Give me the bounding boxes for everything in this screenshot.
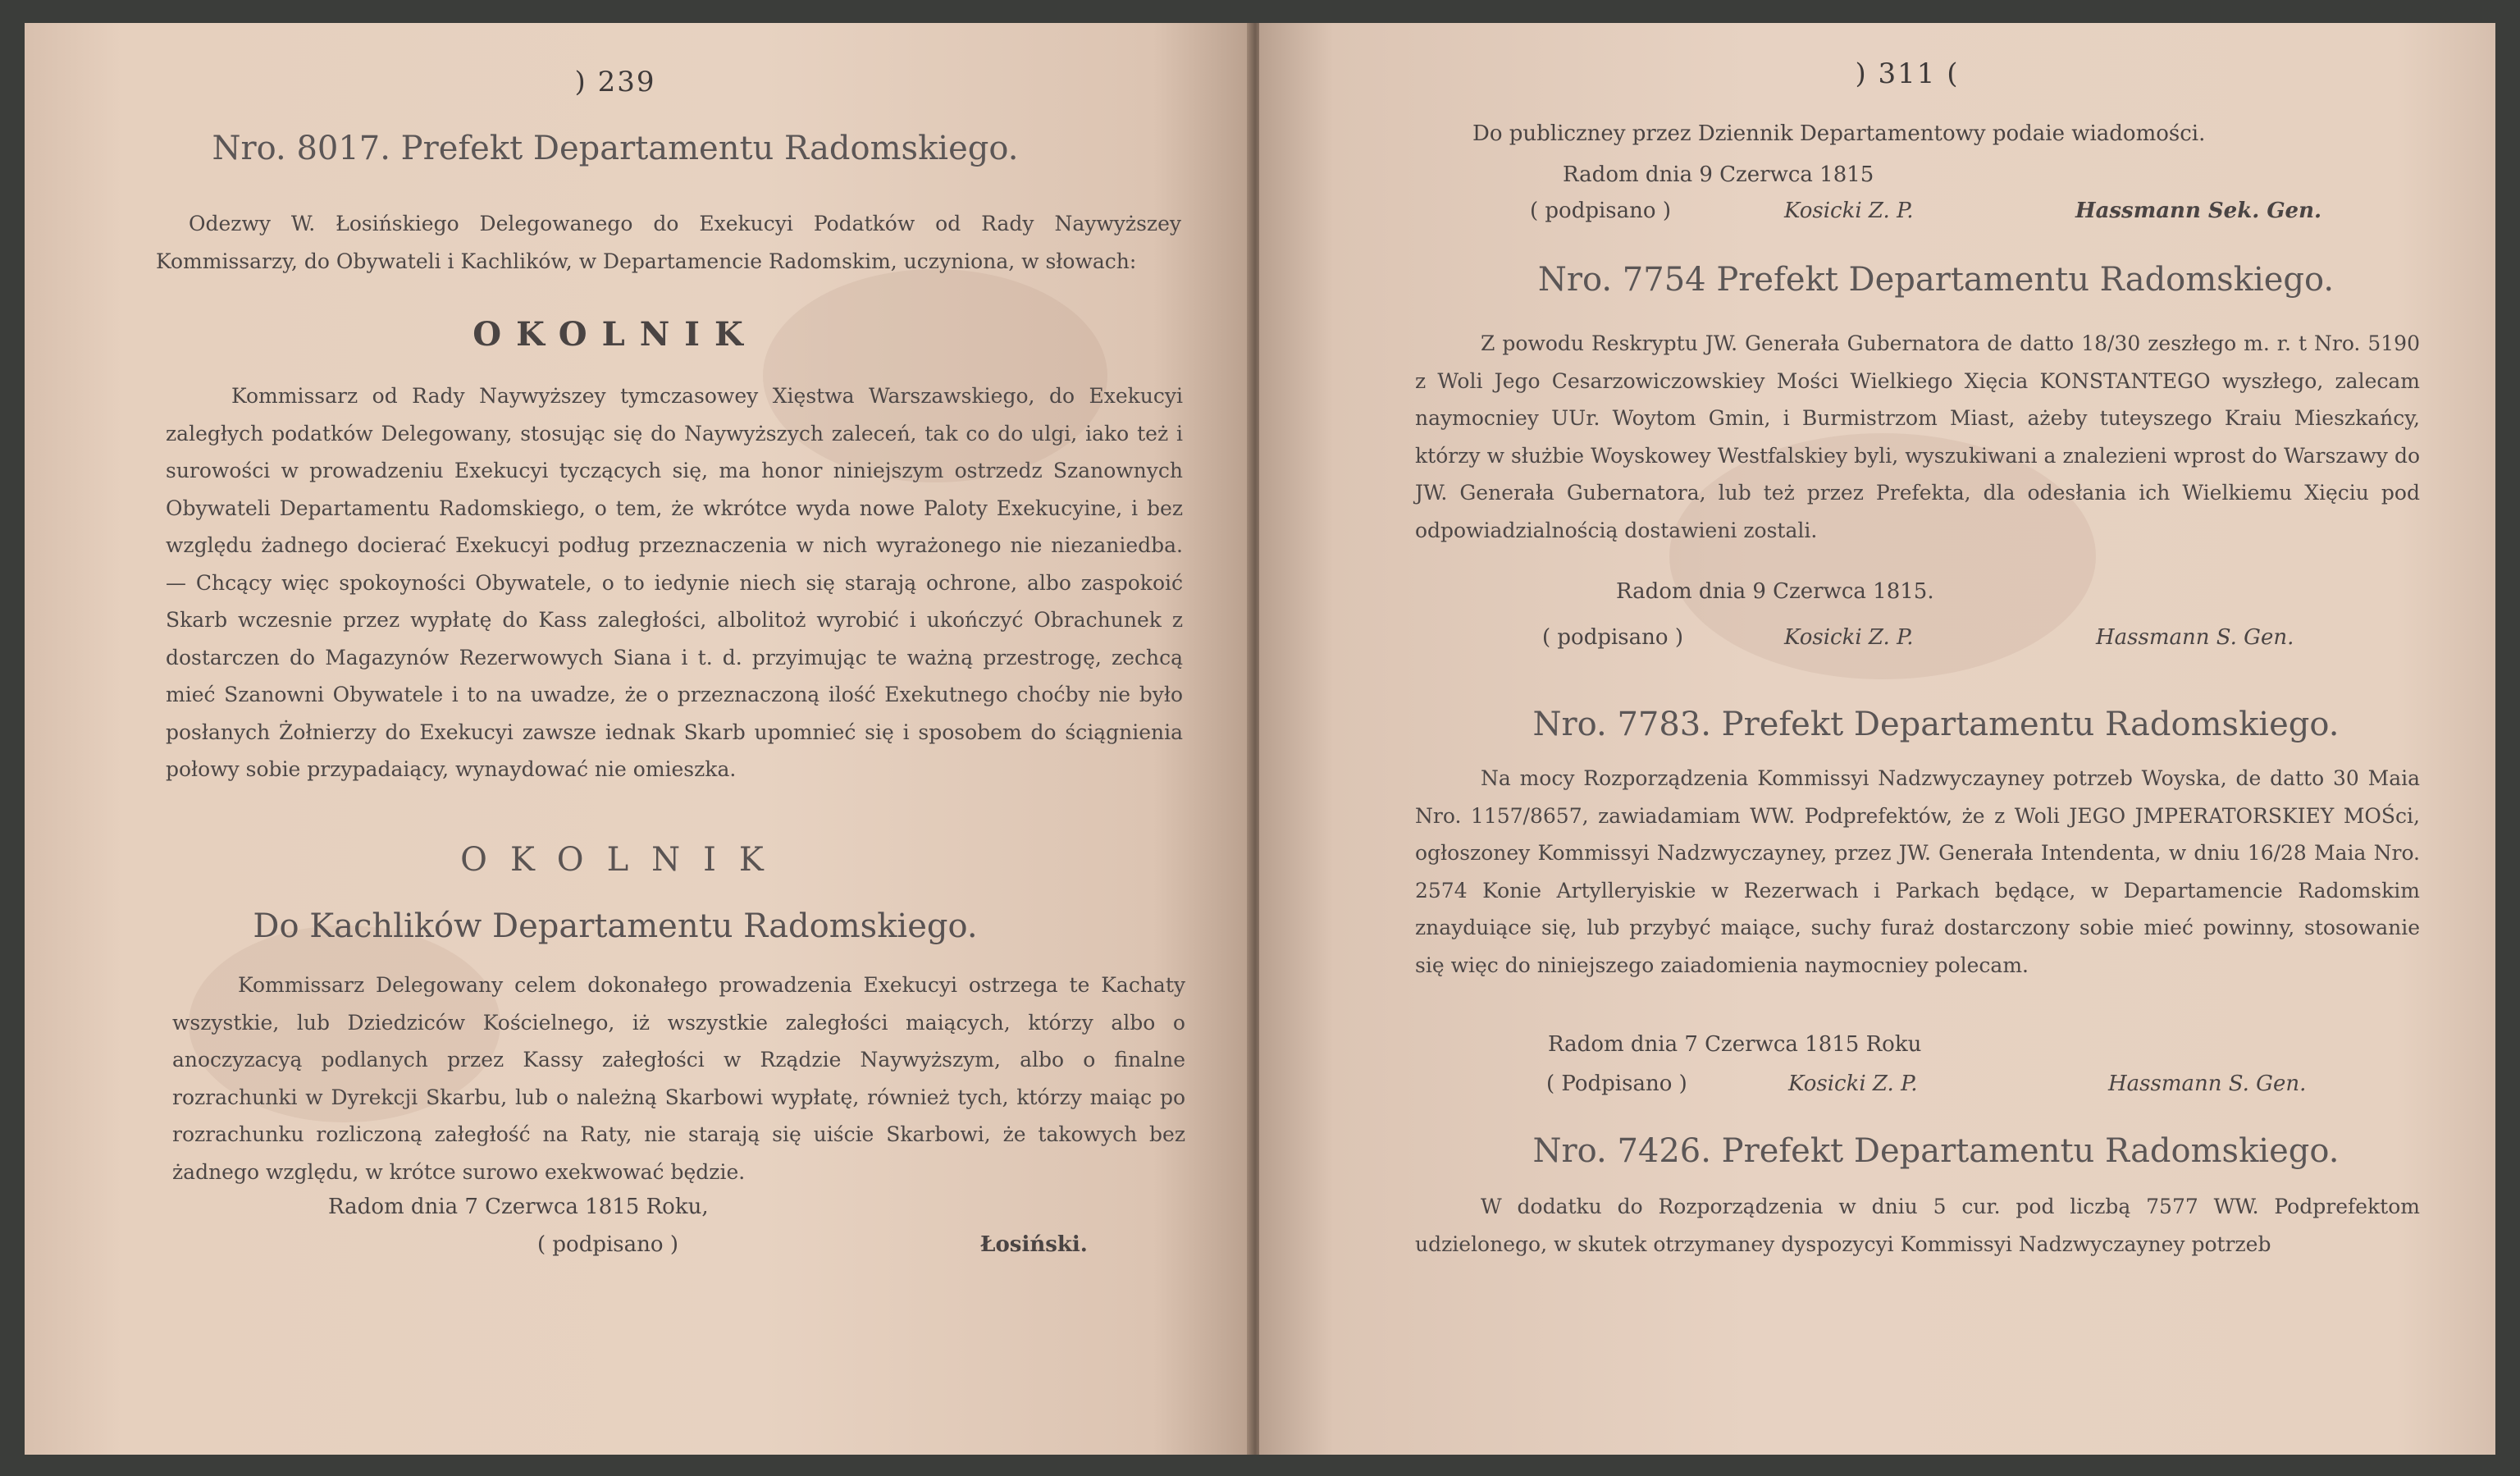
top-signed-label: ( podpisano ): [1530, 199, 1671, 223]
top-signature-row: [1259, 199, 2495, 231]
page-number: ) 239: [574, 66, 656, 98]
kachliki-paragraph: Kommissarz Delegowany celem dokonałego prowadzenia Exekucyi ostrzega te Kachaty wszystkie, lub Dziedziców Kościelnego, iż wszystkie zaległości maiących, którzy albo o anoczyzacyą podlanych przez Kassy załegłości w Rządzie Naywyższym, albo o finalne rozrachunki w Dyrekcji Skarbu, lub o należną Skarbowi wypłatę, również tych, którzy maiąc po rozrachunku rozliczoną załegłość na Raty, nie starają się uiście Skarbowi, że takowych bez żadnego względu, w krótce surowo exekwować będzie.: [172, 973, 1185, 1184]
decree-header-7754: Nro. 7754 Prefekt Departamentu Radomskiego.: [1537, 261, 2335, 299]
top-signer-1: Kosicki Z. P.: [1784, 199, 1914, 223]
page-number: ) 311 (: [1855, 57, 1960, 90]
signer-name: Łosiński.: [980, 1232, 1088, 1257]
signature-row-2: [1259, 1072, 2495, 1104]
signer-7754-a: Kosicki Z. P.: [1784, 625, 1914, 650]
date-row-2: [1259, 1032, 2495, 1065]
top-signer-2: Hassmann Sek. Gen.: [2075, 199, 2322, 223]
signature-block: [25, 1195, 1251, 1227]
signer-7754-b: Hassmann S. Gen.: [2096, 625, 2294, 650]
decree-7783-paragraph: Na mocy Rozporządzenia Kommissyi Nadzwyczayney potrzeb Woyska, de datto 30 Maia Nro. 1157/8657, zawiadamiam WW. Podprefektów, że z Woli JEGO JMPERATORSKIEY MOŚci, ogłoszoney Kommissyi Nadzwyczayney, przez JW. Generała Intendenta, w dniu 16/28 Maia Nro. 2574 Konie Artylleryiskie w Rezerwach i Parkach będące, w Departamencie Radomskim znayduiące się, lub przybyć maiące, suchy furaż dostarczony sobie mieć powinny, stosowanie się więc do niniejszego zaiadomienia naymocniey polecam.: [1415, 766, 2420, 977]
okolnik-title: OKOLNIK: [472, 315, 758, 354]
decree-7754-paragraph: Z powodu Reskryptu JW. Generała Gubernatora de datto 18/30 zeszłego m. r. t Nro. 5190 z Woli Jego Cesarzowiczowskiey Mości Wielkiego Xięcia KONSTANTEGO wyszłego, zalecam naymocniey UUr. Woytom Gmin, i Burmistrzom Miast, ażeby tuteyszego Kraiu Mieszkańcy, którzy w służbie Woyskowey Westfalskiey byli, wyszukiwani a znalezieni wprost do Warszawy do JW. Generała Gubernatora, lub też przez Prefekta, dla odesłania ich Wielkiemu Xięciu pod odpowiadzialnością dostawieni zostali.: [1415, 331, 2420, 542]
signature-row-1: [1259, 625, 2495, 658]
intro-paragraph: Odezwy W. Łosińskiego Delegowanego do Exekucyi Podatków od Rady Naywyższey Kommissarzy, do Obywateli i Kachlików, w Departamencie Radomskim, uczyniona, w słowach:: [156, 212, 1181, 273]
signature-row: [25, 1232, 1251, 1265]
decree-7426-paragraph: W dodatku do Rozporządzenia w dniu 5 cur. pod liczbą 7577 WW. Podprefektom udzielonego, w skutek otrzymaney dyspozycyi Kommissyi Nadzwyczayney potrzeb: [1415, 1195, 2420, 1256]
signed-label-7783: ( Podpisano ): [1546, 1072, 1687, 1096]
book-spread: [25, 23, 2495, 1455]
date-7783: Radom dnia 7 Czerwca 1815 Roku: [1548, 1032, 1922, 1057]
decree-header-7783: Nro. 7783. Prefekt Departamentu Radomskiego.: [1532, 706, 2340, 743]
signed-label-7754: ( podpisano ): [1542, 625, 1683, 650]
date-line: Radom dnia 7 Czerwca 1815 Roku,: [328, 1195, 709, 1219]
okolnik-paragraph: Kommissarz od Rady Naywyższey tymczasowey Xięstwa Warszawskiego, do Exekucyi zaległych podatków Delegowany, stosując się do Naywyższych zaleceń, tak co do ulgi, iako też i surowości w prowadzeniu Exekucyi tyczących się, ma honor niniejszym ostrzedz Szanownych Obywateli Departamentu Radomskiego, o tem, że wkrótce wyda nowe Paloty Exekucyine, i bez względu żadnego docierać Exekucyi podług przeznaczenia w nich wyrażonego nie niezaniedba. — Chcący więc spokoyności Obywatele, o to iedynie niech się starają ochrone, albo zaspokoić Skarb wczesnie przez wypłatę do Kass zaległości, albolitoż wyrobić i ukończyć Obrachunek z dostarczen do Magazynów Rezerwowych Siana i t. d. przyimując te ważną przestrogę, zechcą mieć Szanowni Obywatele i to na uwadze, że o przeznaczoną ilość Exekutnego choćby nie było posłanych Żołnierzy do Exekucyi zawsze iednak Skarb upomnieć się i sposobem do ściągnienia połowy sobie przypadaiący, wynaydować nie omieszka.: [166, 384, 1183, 781]
top-date: Radom dnia 9 Czerwca 1815: [1563, 162, 1874, 187]
date-row-1: [1259, 579, 2495, 612]
signed-label: ( podpisano ): [537, 1232, 678, 1257]
decree-header: Nro. 8017. Prefekt Departamentu Radomskiego.: [212, 130, 1019, 167]
date-7754: Radom dnia 9 Czerwca 1815.: [1616, 579, 1934, 604]
signer-7783-b: Hassmann S. Gen.: [2108, 1072, 2307, 1096]
okolnik-title-2: OKOLNIK: [460, 841, 787, 879]
top-date-row: [1259, 162, 2495, 195]
signer-7783-a: Kosicki Z. P.: [1788, 1072, 1918, 1096]
publication-note: Do publiczney przez Dziennik Departamentowy podaie wiadomości.: [1472, 121, 2206, 146]
right-page: [1259, 23, 2495, 1455]
decree-header-7426: Nro. 7426. Prefekt Departamentu Radomskiego.: [1532, 1132, 2340, 1170]
left-page: [25, 23, 1251, 1455]
okolnik-subtitle: Do Kachlików Departamentu Radomskiego.: [253, 907, 978, 945]
